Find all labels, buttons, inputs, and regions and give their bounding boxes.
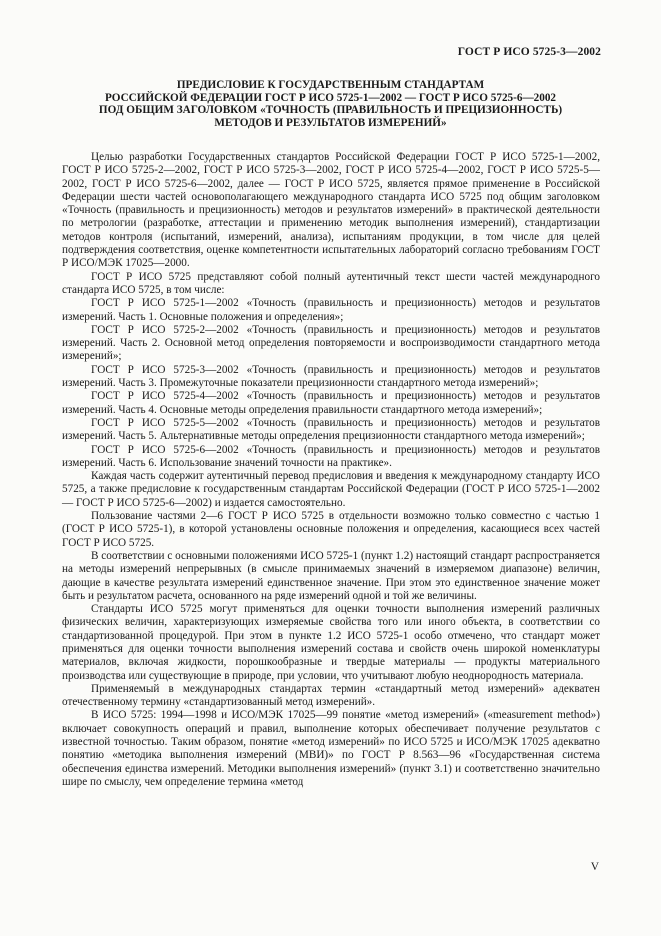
paragraph: ГОСТ Р ИСО 5725-5—2002 «Точность (правильность и прецизионность) методов и результатов измерений. Часть 5. Альтернативные методы определения прецизионности стандартного метода измерений»; <box>62 416 600 443</box>
preface-title <box>62 79 599 129</box>
paragraph: Целью разработки Государственных стандартов Российской Федерации ГОСТ Р ИСО 5725-1—2002, ГОСТ Р ИСО 5725-2—2002, ГОСТ Р ИСО 5725-3—2002, ГОСТ Р ИСО 5725-4—2002, ГОСТ Р ИСО 5725-5—2002, ГОСТ Р ИСО 5725-6—2002, далее — ГОСТ Р ИСО 5725, является прямое применение в Российской Федерации шести частей основополагающего международного стандарта ИСО 5725 под общим заголовком «Точность (правильность и прецизионность) методов и результатов измерений» в практической деятельности по метрологии (разработке, аттестации и применению методик выполнения измерений), стандартизации методов контроля (испытаний, измерений, анализа), испытаниям продукции, в том числе для целей подтверждения соответствия, оценке компетентности испытательных лабораторий согласно требованиям ГОСТ Р ИСО/МЭК 17025—2000. <box>62 151 600 270</box>
paragraph: В ИСО 5725: 1994—1998 и ИСО/МЭК 17025—99 понятие «метод измерений» («measurement method») включает совокупность операций и правил, выполнение которых обеспечивает получение результатов с известной точностью. Таким образом, понятие «метод измерений» по ИСО 5725 и ИСО/МЭК 17025 адекватно понятию «методика выполнения измерений (МВИ)» по ГОСТ Р 8.563—96 «Государственная система обеспечения единства измерений. Методики выполнения измерений» (пункт 3.1) и соответственно значительно шире по смыслу, чем определение термина «метод <box>62 709 600 788</box>
document-code-header: ГОСТ Р ИСО 5725-3—2002 <box>457 46 601 58</box>
paragraph: ГОСТ Р ИСО 5725-6—2002 «Точность (правильность и прецизионность) методов и результатов измерений. Часть 6. Использование значений точности на практике». <box>62 443 600 469</box>
paragraph: В соответствии с основными положениями ИСО 5725-1 (пункт 1.2) настоящий стандарт распространяется на методы измерений непрерывных (в смысле принимаемых значений в измеряемом диапазоне) величин, дающие в качестве результата измерений единственное значение. При этом это единственное значение может быть и результатом расчета, основанного на ряде измерений одной и той же величины. <box>62 549 600 602</box>
page-number: V <box>590 861 599 873</box>
title-line: ПРЕДИСЛОВИЕ К ГОСУДАРСТВЕННЫМ СТАНДАРТАМ <box>176 79 485 91</box>
paragraph: Стандарты ИСО 5725 могут применяться для оценки точности выполнения измерений различных физических величин, характеризующих измеряемые свойства того или иного объекта, в соответствии со стандартизованной процедурой. При этом в пункте 1.2 ИСО 5725-1 особо отмечено, что стандарт может применяться для оценки точности выполнения измерений состава и свойств очень широкой номенклатуры материалов, включая жидкости, порошкообразные и твердые материалы — продукты материального производства или существующие в природе, при условии, что учитывают любую неоднородность материала. <box>62 603 600 682</box>
paragraph: ГОСТ Р ИСО 5725-3—2002 «Точность (правильность и прецизионность) методов и результатов измерений. Часть 3. Промежуточные показатели прецизионности стандартного метода измерений»; <box>62 363 600 390</box>
paragraph: Применяемый в международных стандартах термин «стандартный метод измерений» адекватен отечественному термину «стандартизованный метод измерений». <box>62 682 600 709</box>
paragraph: ГОСТ Р ИСО 5725-1—2002 «Точность (правильность и прецизионность) методов и результатов измерений. Часть 1. Основные положения и определения»; <box>62 297 600 323</box>
paragraph: Каждая часть содержит аутентичный перевод предисловия и введения к международному стандарту ИСО 5725, а также предисловие к государственным стандартам Российской Федерации (ГОСТ Р ИСО 5725-1—2002 — ГОСТ Р ИСО 5725-6—2002) и издается самостоятельно. <box>62 470 600 509</box>
paragraph: ГОСТ Р ИСО 5725 представляют собой полный аутентичный текст шести частей международного стандарта ИСО 5725, в том числе: <box>62 270 600 296</box>
paragraph: Пользование частями 2—6 ГОСТ Р ИСО 5725 в отдельности возможно только совместно с частью 1 (ГОСТ Р ИСО 5725-1), в которой установлены основные положения и определения, касающиеся всех частей ГОСТ Р ИСО 5725. <box>62 510 600 549</box>
title-line: ПОД ОБЩИМ ЗАГОЛОВКОМ «ТОЧНОСТЬ (ПРАВИЛЬНОСТЬ И ПРЕЦИЗИОННОСТЬ) <box>98 104 563 117</box>
paragraph: ГОСТ Р ИСО 5725-2—2002 «Точность (правильность и прецизионность) методов и результатов измерений. Часть 2. Основной метод определения повторяемости и воспроизводимости стандартного метода измерений»; <box>62 323 600 363</box>
paragraph: ГОСТ Р ИСО 5725-4—2002 «Точность (правильность и прецизионность) методов и результатов измерений. Часть 4. Основные методы определения правильности стандартного метода измерений»; <box>62 390 600 416</box>
title-line: МЕТОДОВ И РЕЗУЛЬТАТОВ ИЗМЕРЕНИЙ» <box>214 116 447 129</box>
preface-body <box>62 151 600 789</box>
title-line: РОССИЙСКОЙ ФЕДЕРАЦИИ ГОСТ Р ИСО 5725-1—2002 — ГОСТ Р ИСО 5725-6—2002 <box>104 91 557 104</box>
